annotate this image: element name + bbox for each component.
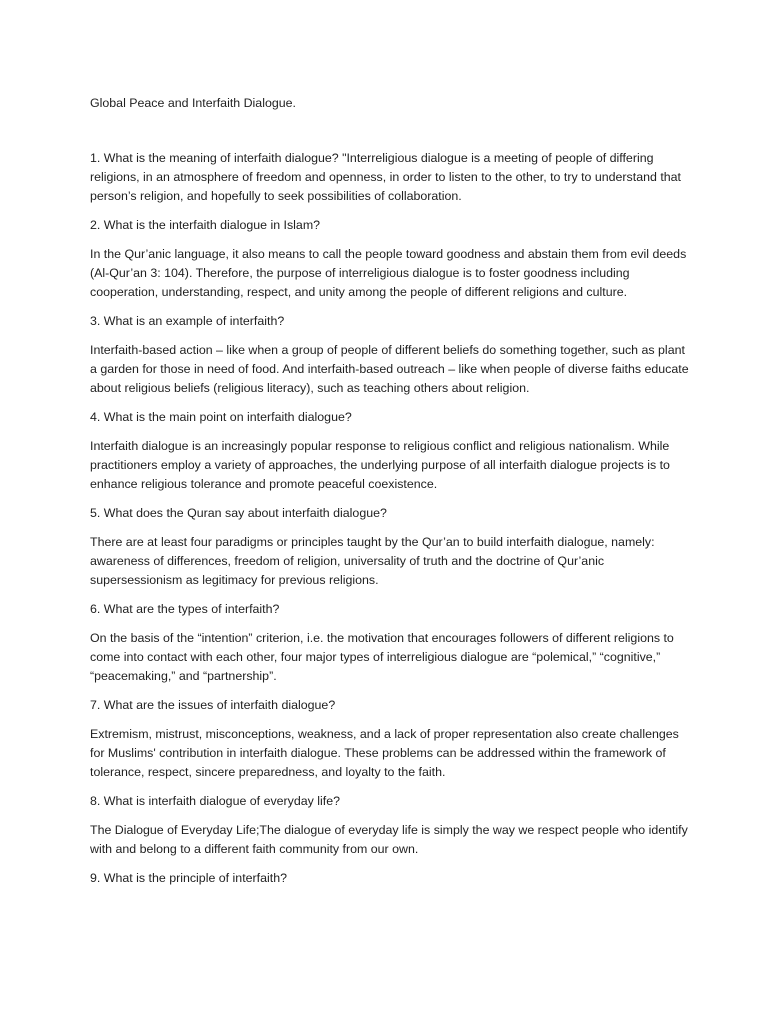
question-8: 8. What is interfaith dialogue of everyday life?	[90, 794, 341, 808]
answer-6: On the basis of the “intention” criterion, i.e. the motivation that encourages followers of different religions to come into contact with each other, four major types of interreligious dialogue are “polemical,” “cognitive,” “peacemaking,” and “partnership”.	[90, 631, 674, 683]
question-5: 5. What does the Quran say about interfaith dialogue?	[90, 506, 387, 520]
question-3: 3. What is an example of interfaith?	[90, 314, 285, 328]
question-9: 9. What is the principle of interfaith?	[90, 871, 287, 885]
question-2: 2. What is the interfaith dialogue in Islam?	[90, 218, 321, 232]
question-1-answer: 1. What is the meaning of interfaith dialogue? "Interreligious dialogue is a meeting of people of differing religions, in an atmosphere of freedom and openness, in order to listen to the other, to try to understand that person’s religion, and hopefully to seek possibilities of collaboration.	[90, 151, 681, 203]
answer-2: In the Qur’anic language, it also means to call the people toward goodness and abstain them from evil deeds (Al-Qur’an 3: 104). Therefore, the purpose of interreligious dialogue is to foster goodness including cooperation, understanding, respect, and unity among the people of different religions and culture.	[90, 247, 687, 299]
answer-4: Interfaith dialogue is an increasingly popular response to religious conflict and religious nationalism. While practitioners employ a variety of approaches, the underlying purpose of all interfaith dialogue projects is to enhance religious tolerance and promote peaceful coexistence.	[90, 439, 670, 491]
question-7: 7. What are the issues of interfaith dialogue?	[90, 698, 336, 712]
question-4: 4. What is the main point on interfaith dialogue?	[90, 410, 352, 424]
answer-7: Extremism, mistrust, misconceptions, weakness, and a lack of proper representation also create challenges for Muslims' contribution in interfaith dialogue. These problems can be addressed within the framework of tolerance, respect, sincere preparedness, and loyalty to the faith.	[90, 727, 679, 779]
answer-3: Interfaith-based action – like when a group of people of different beliefs do something together, such as plant a garden for those in need of food. And interfaith-based outreach – like when people of diverse faiths educate about religious beliefs (religious literacy), such as teaching others about religion.	[90, 343, 689, 395]
document-title: Global Peace and Interfaith Dialogue.	[90, 96, 296, 110]
document-paragraphs	[90, 149, 690, 888]
document-body	[90, 94, 690, 898]
answer-8: The Dialogue of Everyday Life;The dialogue of everyday life is simply the way we respect people who identify with and belong to a different faith community from our own.	[90, 823, 688, 856]
question-6: 6. What are the types of interfaith?	[90, 602, 280, 616]
answer-5: There are at least four paradigms or principles taught by the Qur’an to build interfaith dialogue, namely: awareness of differences, freedom of religion, universality of truth and the doctrine of Qur’anic supersessionism as legitimacy for previous religions.	[90, 535, 655, 587]
